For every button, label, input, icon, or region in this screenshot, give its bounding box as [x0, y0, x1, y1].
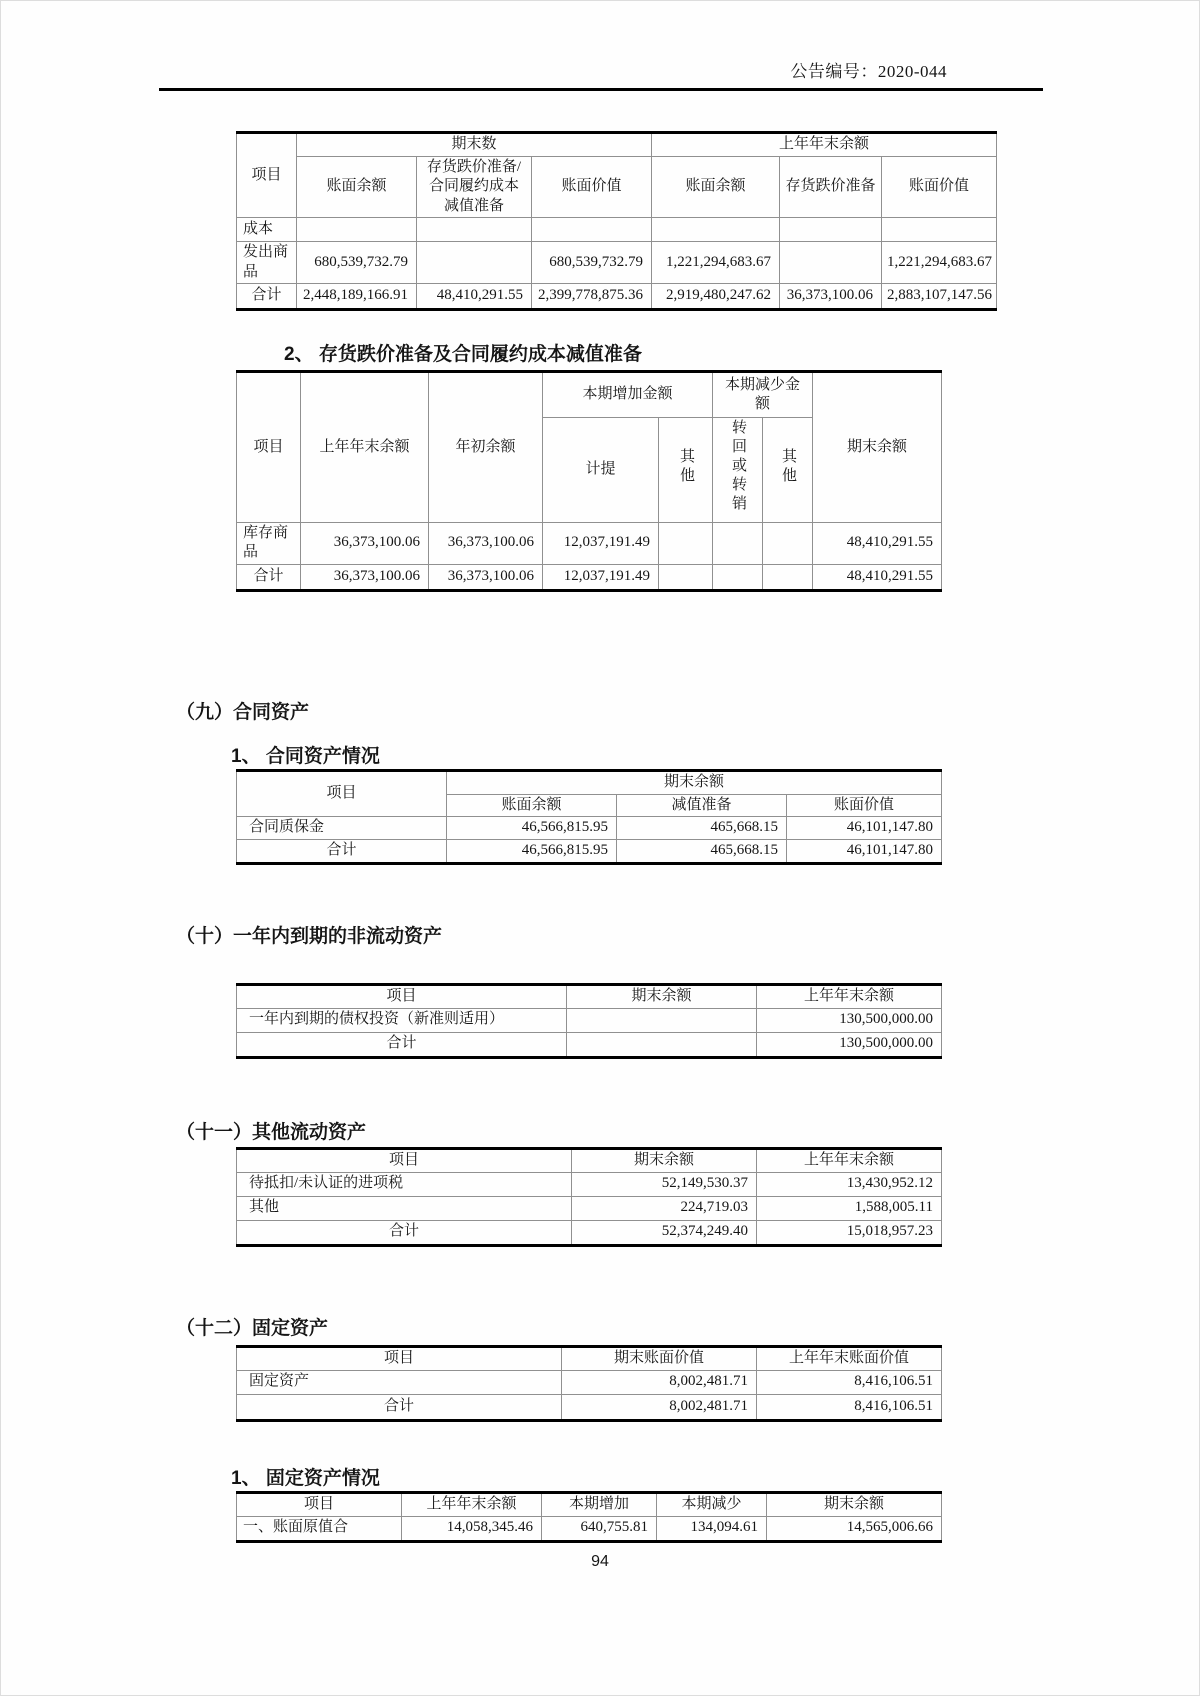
cell: 8,416,106.51 [757, 1370, 942, 1394]
cell: 2,883,107,147.56 [882, 284, 997, 310]
table-row [237, 242, 997, 284]
table-header-row [237, 1149, 942, 1173]
vertical-label: 转回或转销 [730, 419, 747, 514]
header-cell: 期末余额 [447, 771, 942, 795]
other-current-table [236, 1147, 942, 1247]
cell: 14,565,006.66 [767, 1516, 942, 1541]
cell [763, 522, 813, 564]
cell [780, 218, 882, 242]
cell: 46,101,147.80 [787, 817, 942, 840]
cell [713, 522, 763, 564]
table-row [237, 817, 942, 840]
row-label: 合计 [237, 284, 297, 310]
cell: 48,410,291.55 [813, 564, 942, 590]
cell: 36,373,100.06 [429, 522, 543, 564]
fixed-assets-detail-heading: 1、 固定资产情况 [231, 1468, 380, 1489]
table-row [237, 1370, 942, 1394]
contract-assets-table [236, 769, 942, 865]
row-label: 待抵扣/未认证的进项税 [237, 1172, 572, 1196]
row-label: 合计 [237, 564, 301, 590]
table-total-row [237, 1032, 942, 1057]
row-label: 合计 [237, 1032, 567, 1057]
cell [567, 1008, 757, 1032]
impairment-heading: 2、 存货跌价准备及合同履约成本减值准备 [284, 344, 642, 365]
fixed-assets-heading: （十二）固定资产 [176, 1318, 329, 1339]
row-label: 合计 [237, 840, 447, 864]
table-row [237, 218, 997, 242]
row-label: 合计 [237, 1220, 572, 1245]
header-cell: 期末余额 [767, 1493, 942, 1517]
announcement-number: 公告编号：2020-044 [790, 62, 947, 81]
vertical-label: 其他 [780, 447, 797, 486]
row-label: 固定资产 [237, 1370, 562, 1394]
cell: 465,668.15 [617, 840, 787, 864]
table-header-row [237, 133, 997, 157]
cell: 1,221,294,683.67 [652, 242, 780, 284]
header-cell: 本期减少金额 [713, 372, 813, 418]
cell: 2,919,480,247.62 [652, 284, 780, 310]
header-cell: 账面余额 [297, 156, 417, 218]
header-cell: 项目 [237, 1347, 562, 1371]
header-cell: 本期增加金额 [543, 372, 713, 418]
cell: 13,430,952.12 [757, 1172, 942, 1196]
cell [532, 218, 652, 242]
row-label: 一、账面原值合 [237, 1516, 402, 1541]
header-cell: 账面价值 [882, 156, 997, 218]
cell: 640,755.81 [542, 1516, 657, 1541]
table-row [237, 522, 942, 564]
cell: 12,037,191.49 [543, 522, 659, 564]
table-row [237, 1172, 942, 1196]
header-cell: 项目 [237, 771, 447, 817]
table-total-row [237, 284, 997, 310]
header-cell: 期末余额 [567, 985, 757, 1009]
header-cell: 上年年末账面价值 [757, 1347, 942, 1371]
table-row [237, 1196, 942, 1220]
cell [659, 522, 713, 564]
header-cell: 项目 [237, 372, 301, 523]
header-cell: 年初余额 [429, 372, 543, 523]
cell: 12,037,191.49 [543, 564, 659, 590]
cell: 8,002,481.71 [562, 1370, 757, 1394]
cell [567, 1032, 757, 1057]
cell: 680,539,732.79 [532, 242, 652, 284]
header-cell: 本期增加 [542, 1493, 657, 1517]
header-cell: 计提 [543, 418, 659, 523]
header-cell [713, 418, 763, 523]
vertical-label: 其他 [678, 447, 694, 486]
header-cell: 项目 [237, 1493, 402, 1517]
cell: 52,149,530.37 [572, 1172, 757, 1196]
cell: 224,719.03 [572, 1196, 757, 1220]
header-cell: 项目 [237, 1149, 572, 1173]
fixed-assets-table [236, 1345, 942, 1422]
row-label: 其他 [237, 1196, 572, 1220]
cell: 134,094.61 [657, 1516, 767, 1541]
cell: 1,221,294,683.67 [882, 242, 997, 284]
cell: 48,410,291.55 [417, 284, 532, 310]
cell: 680,539,732.79 [297, 242, 417, 284]
header-cell: 上年年末余额 [301, 372, 429, 523]
cell: 36,373,100.06 [780, 284, 882, 310]
cell [417, 218, 532, 242]
cell: 48,410,291.55 [813, 522, 942, 564]
header-divider [159, 88, 1043, 91]
page-number: 94 [591, 1553, 609, 1570]
cell: 2,448,189,166.91 [297, 284, 417, 310]
row-label: 库存商品 [237, 522, 301, 564]
contract-assets-heading: （九）合同资产 [176, 702, 310, 723]
header-cell: 上年年末余额 [402, 1493, 542, 1517]
header-cell: 项目 [237, 985, 567, 1009]
cell: 8,416,106.51 [757, 1394, 942, 1420]
row-label: 合计 [237, 1394, 562, 1420]
header-cell: 上年年末余额 [757, 1149, 942, 1173]
table-row [237, 1008, 942, 1032]
header-cell [659, 418, 713, 523]
cell: 2,399,778,875.36 [532, 284, 652, 310]
header-cell: 期末余额 [813, 372, 942, 523]
header-cell: 账面余额 [447, 794, 617, 817]
row-label: 发出商品 [237, 242, 297, 284]
contract-assets-subheading: 1、 合同资产情况 [231, 746, 380, 767]
table-total-row [237, 1220, 942, 1245]
cell: 15,018,957.23 [757, 1220, 942, 1245]
table-total-row [237, 1394, 942, 1420]
table-header-row [237, 1347, 942, 1371]
cell [659, 564, 713, 590]
row-label: 合同质保金 [237, 817, 447, 840]
cell [297, 218, 417, 242]
table-total-row [237, 840, 942, 864]
table-header-row [237, 372, 942, 418]
fixed-assets-detail-table [236, 1491, 942, 1543]
other-current-heading: （十一）其他流动资产 [176, 1122, 367, 1143]
table-header-row [237, 1493, 942, 1517]
header-cell: 账面余额 [652, 156, 780, 218]
cell: 36,373,100.06 [301, 522, 429, 564]
cell: 52,374,249.40 [572, 1220, 757, 1245]
noncurrent-due-table [236, 983, 942, 1059]
table-total-row [237, 564, 942, 590]
impairment-table [236, 370, 942, 592]
header-cell: 减值准备 [617, 794, 787, 817]
cell: 36,373,100.06 [429, 564, 543, 590]
cell: 130,500,000.00 [757, 1032, 942, 1057]
cell: 14,058,345.46 [402, 1516, 542, 1541]
cell: 130,500,000.00 [757, 1008, 942, 1032]
row-label: 成本 [237, 218, 297, 242]
cell [780, 242, 882, 284]
header-cell: 本期减少 [657, 1493, 767, 1517]
header-cell: 上年年末余额 [757, 985, 942, 1009]
table-header-row [237, 985, 942, 1009]
inventory-table [236, 131, 997, 311]
table-header-row [237, 771, 942, 795]
cell [652, 218, 780, 242]
header-cell: 账面价值 [532, 156, 652, 218]
row-label: 一年内到期的债权投资（新准则适用） [237, 1008, 567, 1032]
cell [417, 242, 532, 284]
header-cell: 账面价值 [787, 794, 942, 817]
header-cell [763, 418, 813, 523]
cell: 1,588,005.11 [757, 1196, 942, 1220]
cell: 465,668.15 [617, 817, 787, 840]
header-cell: 上年年末余额 [652, 133, 997, 157]
cell: 46,101,147.80 [787, 840, 942, 864]
cell: 46,566,815.95 [447, 817, 617, 840]
header-cell: 项目 [237, 133, 297, 218]
cell [713, 564, 763, 590]
table-row [237, 1516, 942, 1541]
table-subheader-row [237, 156, 997, 218]
header-cell: 存货跌价准备 [780, 156, 882, 218]
cell: 36,373,100.06 [301, 564, 429, 590]
header-cell: 期末账面价值 [562, 1347, 757, 1371]
header-cell: 期末数 [297, 133, 652, 157]
header-cell: 存货跌价准备/合同履约成本减值准备 [417, 156, 532, 218]
noncurrent-due-heading: （十）一年内到期的非流动资产 [176, 926, 443, 947]
header-cell: 期末余额 [572, 1149, 757, 1173]
cell: 8,002,481.71 [562, 1394, 757, 1420]
cell [763, 564, 813, 590]
cell [882, 218, 997, 242]
cell: 46,566,815.95 [447, 840, 617, 864]
